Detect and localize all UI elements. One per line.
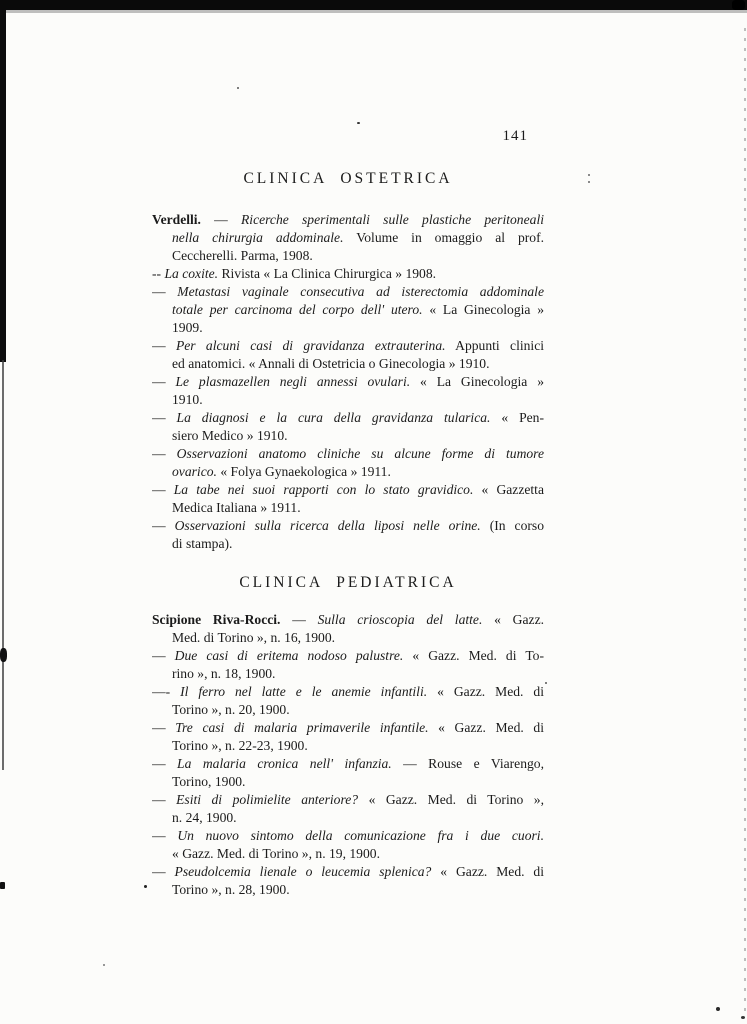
entry-segment: « Pen-: [490, 410, 544, 425]
entry-line: [172, 427, 544, 445]
bibliography-list-pediatrica: [152, 611, 544, 899]
entry-line: [172, 535, 544, 553]
entry-segment: Due casi di eritema nodoso palustre.: [174, 648, 404, 663]
scan-speck: [741, 1016, 745, 1019]
entry-segment: « Gazz.: [482, 612, 544, 627]
entry-segment: « Gazz. Med. di: [428, 720, 544, 735]
bibliography-entry: [152, 445, 544, 481]
entry-segment: Il ferro nel latte e le anemie infantili.: [180, 684, 428, 699]
entry-segment: Pseudolcemia lienale o leucemia splenica?: [174, 864, 432, 879]
entry-segment: —: [200, 212, 241, 227]
scan-speck: [716, 1007, 720, 1011]
entry-segment: —: [152, 410, 177, 425]
entry-segment: Le plasmazellen negli annessi ovulari.: [175, 374, 411, 389]
bibliography-entry: [152, 373, 544, 409]
entry-line: [152, 373, 544, 391]
bibliography-entry: [152, 863, 544, 899]
bibliography-entry: [152, 283, 544, 337]
entry-segment: —: [152, 864, 175, 879]
section-heading-pediatrica: CLINICA PEDIATRICA: [239, 574, 457, 591]
entry-line: [152, 517, 544, 535]
entry-segment: di stampa).: [172, 536, 233, 551]
scan-ink-blob: [732, 0, 745, 10]
entry-segment: Torino, 1900.: [172, 774, 246, 789]
entry-segment: n. 24, 1900.: [172, 810, 237, 825]
entry-segment: Rivista « La Clinica Chirurgica » 1908.: [218, 266, 437, 281]
entry-segment: Metastasi vaginale consecutiva ad isterectomia addominale: [177, 284, 544, 299]
bibliography-entry: [152, 827, 544, 863]
bibliography-entry: [152, 517, 544, 553]
entry-line: [152, 211, 544, 229]
entry-line: [172, 499, 544, 517]
scan-speck: [588, 174, 590, 176]
entry-segment: —: [152, 720, 176, 735]
scan-ink-blob: [0, 648, 7, 662]
entry-line: [152, 683, 544, 701]
entry-line: [172, 391, 544, 409]
entry-line: [172, 229, 544, 247]
scan-speck: [103, 964, 105, 966]
entry-segment: Scipione Riva-Rocci.: [152, 612, 281, 627]
entry-segment: « Gazzetta: [473, 482, 544, 497]
scan-edge-right: [744, 28, 746, 1013]
entry-line: [152, 409, 544, 427]
entry-segment: Ricerche sperimentali sulle plastiche peritoneali: [240, 212, 544, 227]
entry-segment: Appunti clinici: [445, 338, 544, 353]
entry-segment: Osservazioni anatomo cliniche su alcune forme di tumore: [176, 446, 544, 461]
entry-segment: 1910.: [172, 392, 203, 407]
entry-line: [172, 737, 544, 755]
entry-line: [172, 665, 544, 683]
entry-segment: siero Medico » 1910.: [172, 428, 288, 443]
entry-segment: Medica Italiana » 1911.: [172, 500, 301, 515]
entry-segment: « Folya Gynaekologica » 1911.: [216, 464, 391, 479]
bibliography-entry: [152, 409, 544, 445]
entry-segment: « Gazz. Med. di: [431, 864, 544, 879]
entry-segment: « La Ginecologia »: [410, 374, 544, 389]
entry-segment: --: [152, 266, 165, 281]
scan-edge-left-faint: [2, 360, 4, 770]
entry-segment: Ceccherelli. Parma, 1908.: [172, 248, 313, 263]
entry-segment: (In corso: [480, 518, 544, 533]
entry-segment: Torino », n. 28, 1900.: [172, 882, 290, 897]
entry-segment: —: [152, 792, 177, 807]
entry-line: [172, 773, 544, 791]
entry-line: [152, 283, 544, 301]
entry-segment: Esiti di polimielite anteriore?: [176, 792, 359, 807]
entry-line: [152, 481, 544, 499]
entry-line: [172, 881, 544, 899]
entry-segment: Torino », n. 20, 1900.: [172, 702, 290, 717]
entry-line: [172, 355, 544, 373]
bibliography-entry: [152, 265, 544, 283]
entry-segment: « Gazz. Med. di Torino »,: [358, 792, 544, 807]
entry-segment: nella chirurgia addominale.: [172, 230, 344, 245]
entry-segment: La tabe nei suoi rapporti con lo stato gravidico.: [173, 482, 474, 497]
entry-segment: —: [152, 374, 176, 389]
bibliography-entry: [152, 481, 544, 517]
entry-line: [152, 647, 544, 665]
entry-line: [172, 319, 544, 337]
bibliography-entry: [152, 647, 544, 683]
entry-line: [172, 629, 544, 647]
entry-line: [152, 755, 544, 773]
bibliography-entry: [152, 611, 544, 647]
bibliography-entry: [152, 683, 544, 719]
entry-line: [152, 445, 544, 463]
scan-speck: [144, 885, 147, 888]
entry-segment: rino », n. 18, 1900.: [172, 666, 276, 681]
entry-segment: ed anatomici. « Annali di Ostetricia o Ginecologia » 1910.: [172, 356, 490, 371]
entry-line: [152, 611, 544, 629]
entry-line: [172, 701, 544, 719]
entry-segment: —: [152, 756, 178, 771]
text-column: [152, 0, 544, 899]
scan-edge-left: [0, 10, 6, 362]
entry-segment: « Gazz. Med. di: [427, 684, 544, 699]
entry-line: [172, 301, 544, 319]
entry-segment: —: [152, 284, 178, 299]
entry-line: [172, 463, 544, 481]
bibliography-entry: [152, 719, 544, 755]
page-number: 141: [502, 128, 528, 144]
entry-line: [152, 827, 544, 845]
scan-speck: [588, 181, 590, 183]
entry-segment: —: [152, 338, 176, 353]
entry-segment: La malaria cronica nell' infanzia.: [177, 756, 392, 771]
entry-segment: Med. di Torino », n. 16, 1900.: [172, 630, 336, 645]
bibliography-list-ostetrica: [152, 211, 544, 553]
entry-segment: —: [152, 518, 175, 533]
entry-segment: —: [152, 482, 174, 497]
entry-line: [152, 265, 544, 283]
entry-segment: —: [152, 446, 177, 461]
entry-segment: Volume in omaggio al prof.: [343, 230, 544, 245]
entry-line: [152, 719, 544, 737]
entry-segment: Osservazioni sulla ricerca della liposi nelle orine.: [174, 518, 481, 533]
entry-segment: La coxite.: [164, 266, 219, 281]
entry-segment: ovarico.: [172, 464, 217, 479]
section-heading-ostetrica: CLINICA OSTETRICA: [243, 170, 453, 187]
bibliography-entry: [152, 211, 544, 265]
entry-segment: Tre casi di malaria primaverile infantile.: [175, 720, 429, 735]
entry-line: [172, 809, 544, 827]
entry-segment: 1909.: [172, 320, 203, 335]
entry-line: [172, 247, 544, 265]
entry-segment: « Gazz. Med. di To-: [403, 648, 544, 663]
entry-line: [152, 337, 544, 355]
scan-speck: [545, 682, 547, 684]
bibliography-entry: [152, 755, 544, 791]
entry-line: [152, 791, 544, 809]
bibliography-entry: [152, 337, 544, 373]
entry-segment: Sulla crioscopia del latte.: [317, 612, 483, 627]
scan-speck: [0, 882, 5, 889]
entry-segment: La diagnosi e la cura della gravidanza tularica.: [176, 410, 491, 425]
entry-segment: —: [280, 612, 318, 627]
entry-segment: totale per carcinoma del corpo dell' utero.: [172, 302, 423, 317]
entry-line: [152, 863, 544, 881]
entry-segment: « Gazz. Med. di Torino », n. 19, 1900.: [172, 846, 380, 861]
entry-segment: — Rouse e Viarengo,: [391, 756, 544, 771]
entry-line: [172, 845, 544, 863]
entry-segment: —-: [152, 684, 181, 699]
entry-segment: Per alcuni casi di gravidanza extrauterina.: [175, 338, 446, 353]
entry-segment: —: [152, 828, 178, 843]
entry-segment: —: [152, 648, 175, 663]
entry-segment: Verdelli.: [152, 212, 201, 227]
entry-segment: Torino », n. 22-23, 1900.: [172, 738, 308, 753]
entry-segment: « La Ginecologia »: [422, 302, 544, 317]
bibliography-entry: [152, 791, 544, 827]
entry-segment: Un nuovo sintomo della comunicazione fra i due cuori.: [177, 828, 544, 843]
